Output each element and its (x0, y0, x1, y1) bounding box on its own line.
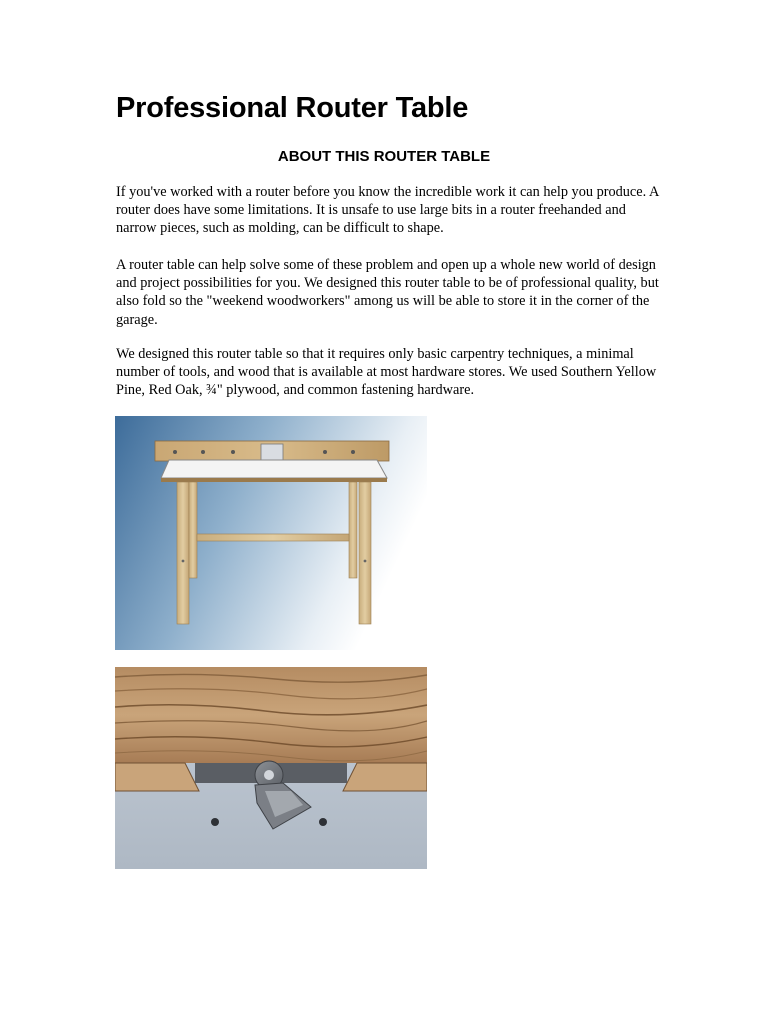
section-heading: ABOUT THIS ROUTER TABLE (277, 148, 491, 165)
page-title: Professional Router Table (116, 92, 469, 124)
router-bit-closeup-photo (115, 667, 427, 869)
paragraph-2: A router table can help solve some of these problem and open up a whole new world of design and project possibilities for you. We designed this router table to be of professional quality, but also fold so the "weekend woodworkers" among us will be able to store it in the corner of the garage. (116, 257, 659, 328)
router-table-photo (115, 416, 427, 650)
paragraph-1: If you've worked with a router before you know the incredible work it can help you produce. A router does have some limitations. It is unsafe to use large bits in a router freehanded and narrow pieces, such as molding, can be difficult to shape. (116, 184, 659, 237)
paragraph-3: We designed this router table so that it requires only basic carpentry techniques, a minimal number of tools, and wood that is available at most hardware stores. We used Southern Yellow Pine, Red Oak, ¾" plywood, and common fastening hardware. (116, 346, 657, 399)
